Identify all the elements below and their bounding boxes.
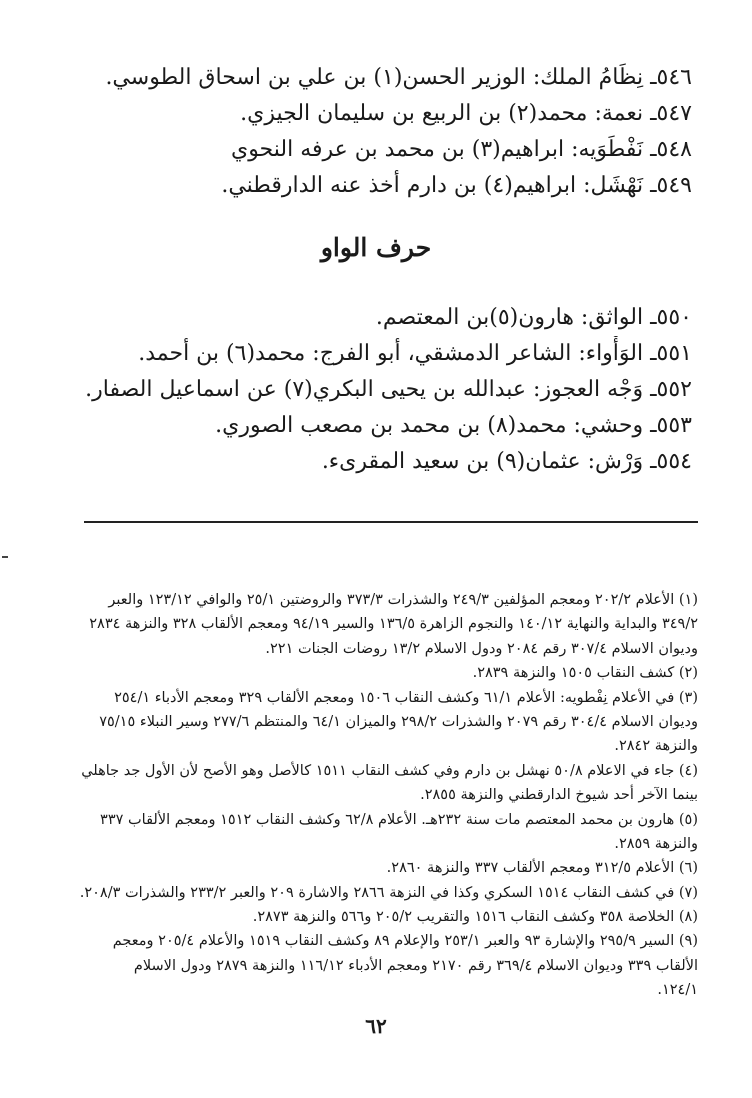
footnote-line: ١٢٤/١. <box>657 982 698 999</box>
section-heading: حرف الواو <box>320 233 432 262</box>
entry-551: ٥٥١ـ الوَأْواء: الشاعر الدمشقي، أبو الفرج: محمد(٦) بن أحمد. <box>138 341 692 366</box>
entries-nun-list <box>52 60 692 204</box>
entry-546: ٥٤٦ـ نِظَامُ الملك: الوزير الحسن(١) بن علي بن اسحاق الطوسي. <box>105 65 692 90</box>
footnote-line: (٦) الأعلام ٣١٢/٥ ومعجم الألقاب ٣٣٧ والنزهة ٢٨٦٠. <box>386 860 698 877</box>
footnotes <box>50 588 698 1003</box>
footnote-line: وديوان الاسلام ٣٠٧/٤ رقم ٢٠٨٤ ودول الاسلام ١٣/٢ روضات الجنات ٢٢١. <box>265 640 698 657</box>
entry-550: ٥٥٠ـ الواثق: هارون(٥)بن المعتصم. <box>375 305 692 330</box>
footnote-line: (٤) جاء في الاعلام ٥٠/٨ نهشل بن دارم وفي كشف النقاب ١٥١١ كالأصل وهو الأصح لأن الأول جد جاهلي <box>81 762 698 779</box>
entries-waw-list <box>52 300 692 480</box>
footnote-line: (١) الأعلام ٢٠٢/٢ ومعجم المؤلفين ٢٤٩/٣ والشذرات ٣٧٣/٣ والروضتين ٢٥/١ والوافي ١٢٣/١٢ والعبر <box>108 592 698 608</box>
margin-mark <box>2 556 8 558</box>
footnote-divider <box>84 521 698 523</box>
footnote-line: (٢) كشف النقاب ١٥٠٥ والنزهة ٢٨٣٩. <box>472 665 698 682</box>
footnote-line: الألقاب ٣٣٩ وديوان الاسلام ٣٦٩/٤ رقم ٢١٧٠ ومعجم الأدباء ١١٦/١٢ والنزهة ٢٨٧٩ ودول الاسلام <box>133 957 698 974</box>
entry-552: ٥٥٢ـ وَجْه العجوز: عبدالله بن يحيى البكري(٧) عن اسماعيل الصفار. <box>85 377 692 402</box>
footnote-line: وديوان الاسلام ٣٠٤/٤ رقم ٢٠٧٩ والشذرات ٢٩٨/٢ والميزان ٦٤/١ والمنتظم ٢٧٧/٦ وسير النبلاء ٧٥/١٥ <box>99 713 698 730</box>
footnote-line: بينما الآخر أحد شيوخ الدارقطني والنزهة ٢٨٥٥. <box>420 787 698 804</box>
footnote-line: (٩) السير ٢٩٥/٩ والإشارة ٩٣ والعبر ٢٥٣/١ والإعلام ٨٩ وكشف النقاب ١٥١٩ والأعلام ٢٠٥/٤ ومعجم <box>112 933 698 950</box>
entry-547: ٥٤٧ـ نعمة: محمد(٢) بن الربيع بن سليمان الجيزي. <box>240 101 692 126</box>
entry-553: ٥٥٣ـ وحشي: محمد(٨) بن محمد بن مصعب الصوري. <box>215 413 692 438</box>
footnote-line: (٧) في كشف النقاب ١٥١٤ السكري وكذا في النزهة ٢٨٦٦ والاشارة ٢٠٩ والعبر ٢٣٣/٢ والشذرات ٢٠٨/٣. <box>79 884 698 901</box>
footnote-line: والنزهة ٢٨٤٢. <box>614 738 698 755</box>
page-number: ٦٢ <box>365 1014 387 1038</box>
entry-548: ٥٤٨ـ نَفْطَوَيه: ابراهيم(٣) بن محمد بن عرفه النحوي <box>230 137 692 162</box>
footnote-line: (٣) في الأعلام نِفْطويه: الأعلام ٦١/١ وكشف النقاب ١٥٠٦ ومعجم الألقاب ٣٢٩ ومعجم الأدباء ٢٥٤/١ <box>114 689 698 706</box>
footnote-line: والنزهة ٢٨٥٩. <box>614 835 698 852</box>
footnote-line: (٨) الخلاصة ٣٥٨ وكشف النقاب ١٥١٦ والتقريب ٢٠٥/٢ و٥٦٦ والنزهة ٢٨٧٣. <box>252 909 698 926</box>
entry-554: ٥٥٤ـ وَرْش: عثمان(٩) بن سعيد المقرىء. <box>321 449 692 474</box>
footnote-line: (٥) هارون بن محمد المعتصم مات سنة ٢٣٢هـ. الأعلام ٦٢/٨ وكشف النقاب ١٥١٢ ومعجم الألقاب ٣٣٧ <box>100 811 698 828</box>
footnote-line: ٣٤٩/٢ والبداية والنهاية ١٤٠/١٢ والنجوم الزاهرة ١٣٦/٥ والسير ٩٤/١٩ ومعجم الألقاب ٣٢٨ والنزهة ٢٨٣٤ <box>89 616 698 633</box>
entry-549: ٥٤٩ـ نَهْشَل: ابراهيم(٤) بن دارم أخذ عنه الدارقطني. <box>221 173 692 198</box>
